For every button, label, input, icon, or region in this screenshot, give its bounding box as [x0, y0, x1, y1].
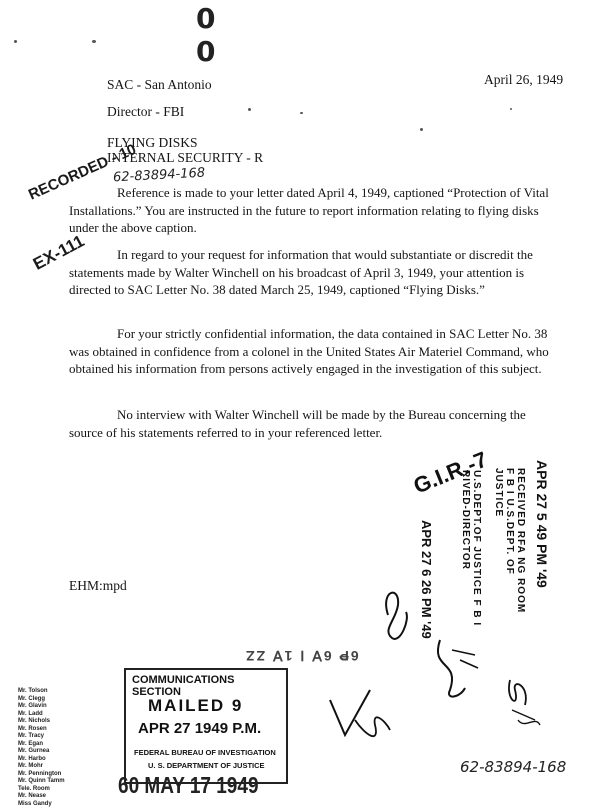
received-fbi-stamp: U.S.DEPT.OF JUSTICE F B I RIVED-DIRECTOR — [460, 470, 482, 627]
typist-initials: EHM:mpd — [69, 578, 127, 593]
bottom-date-stamp: 60 MAY 17 1949 — [118, 773, 259, 799]
mailed-label: MAILED 9 — [148, 696, 244, 715]
recipient: SAC - San Antonio — [107, 77, 212, 92]
subject-title: FLYING DISKS — [107, 135, 198, 150]
routing-list-item: Mr. Glavin — [18, 703, 47, 709]
routing-list-item: Mr. Pennington — [18, 770, 62, 777]
routing-list-item: Mr. Tracy — [18, 733, 45, 739]
handwritten-file-number: 62-83894-168 — [112, 165, 206, 186]
received-room-stamp: RECEIVED RFA NG ROOM F B I U.S.DEPT. OF JUSTICE — [493, 468, 526, 614]
communications-section-stamp — [124, 668, 288, 784]
routing-list-item: Mr. Clegg — [18, 695, 46, 702]
routing-list-item: Tele. Room — [18, 785, 50, 792]
routing-list — [18, 688, 65, 808]
comm-section-title: COMMUNICATIONS SECTION — [132, 674, 235, 698]
paragraph-2: In regard to your request for information that would substantiate or discredit the statements made by Walter Winchell on his broadcast of April 3, 1949, your attention is directed to SAC Letter No. 38 dated March 25, 1949, captioned “Flying Disks.” — [69, 247, 533, 297]
routing-list-item: Mr. Gurnea — [18, 748, 50, 754]
routing-list-item: Mr. Rosen — [18, 725, 47, 732]
mirrored-stamp-bleed: 6₱ 6∀ Ⅰ 1∀ ZZ — [244, 648, 359, 664]
routing-list-item: Mr. Nichols — [18, 718, 51, 724]
handwritten-signatures — [300, 560, 600, 760]
routing-list-item: Mr. Nease — [18, 793, 47, 799]
subject-classification: INTERNAL SECURITY - R — [107, 150, 264, 165]
fbi-line-2: U. S. DEPARTMENT OF JUSTICE — [148, 761, 265, 770]
paragraph-1: Reference is made to your letter dated April 4, 1949, captioned “Protection of Vital Installations.” You are instructed in the future to report information relating to flying disks under the above caption. — [69, 185, 549, 235]
mailed-date: APR 27 1949 P.M. — [138, 720, 262, 737]
paragraph-4: No interview with Walter Winchell will be made by the Bureau concerning the source of his statements referred to in your referenced letter. — [69, 407, 526, 440]
routing-list-item: Miss Gandy — [18, 800, 52, 807]
letter-date: April 26, 1949 — [484, 72, 564, 87]
fbi-line-1: FEDERAL BUREAU OF INVESTIGATION — [134, 748, 276, 757]
handwritten-file-number-bottom: 62-83894-168 — [460, 758, 567, 776]
routing-list-item: Mr. Mohr — [18, 763, 43, 769]
routing-list-item: Mr. Egan — [18, 740, 44, 747]
ex-stamp: EX-111 — [30, 231, 88, 274]
gir-stamp: G.I.R.-7 — [409, 446, 491, 499]
received-time-stamp: APR 27 5 49 PM '49 — [534, 460, 550, 588]
routing-list-item: Mr. Quinn Tamm — [18, 778, 65, 784]
paragraph-3: For your strictly confidential information, the data contained in SAC Letter No. 38 was obtained in confidence from a colonel in the United States Air Materiel Command, who obtained his information from persons actively engaged in the investigation of this subject. — [69, 326, 549, 376]
sender: Director - FBI — [107, 104, 185, 119]
hole-punch-marks: 0 0 — [196, 2, 406, 68]
recorded-stamp: RECORDED - 10 — [26, 140, 139, 204]
routing-list-item: Mr. Ladd — [18, 710, 43, 717]
director-time-stamp: APR 27 6 26 PM '49 — [419, 520, 434, 639]
routing-list-item: Mr. Harbo — [18, 755, 46, 762]
routing-list-item: Mr. Tolson — [18, 688, 48, 694]
